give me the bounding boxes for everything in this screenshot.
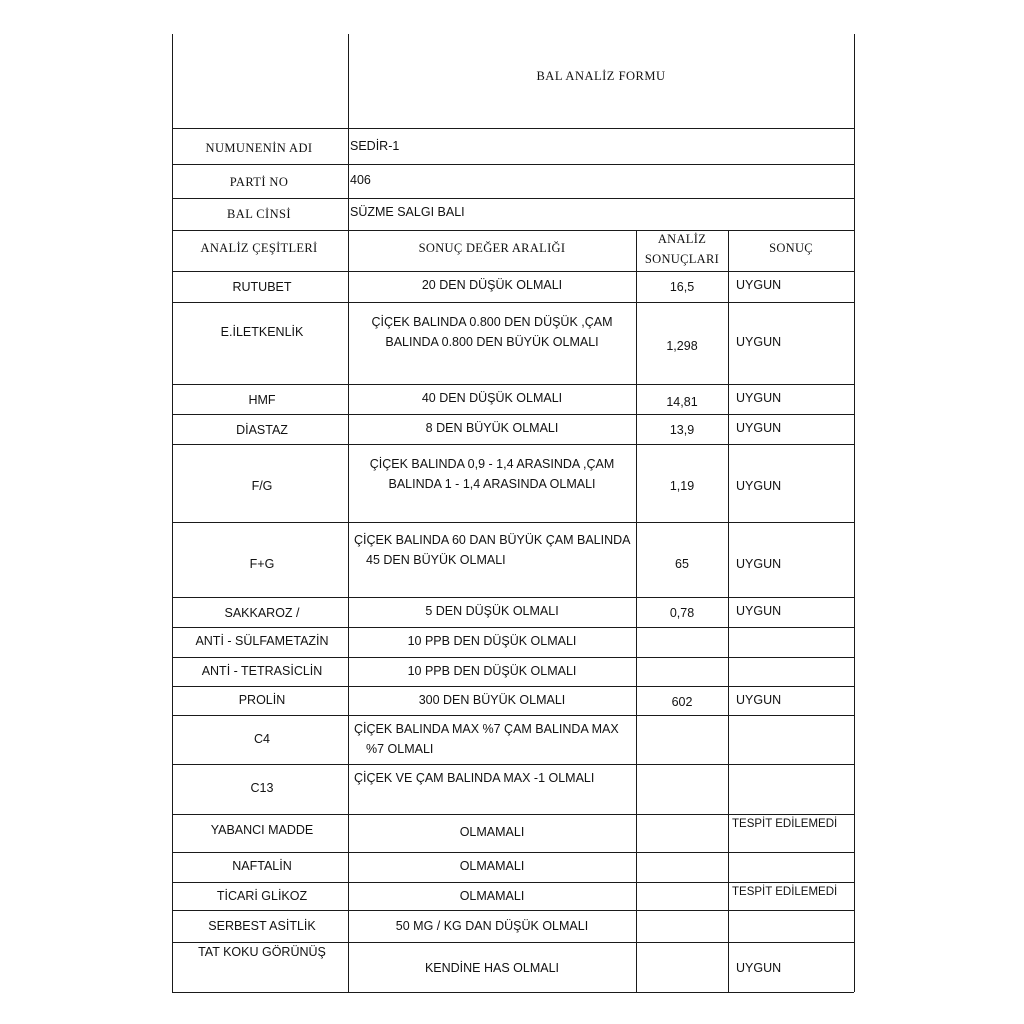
table-row-divider [172, 814, 854, 815]
analysis-result: 13,9 [669, 423, 695, 437]
range-text: 10 PPB DEN DÜŞÜK OLMALI [407, 664, 577, 678]
analysis-name: ANTİ - SÜLFAMETAZİN [195, 634, 329, 648]
table-row-divider [172, 942, 854, 943]
honey-type-value: SÜZME SALGI BALI [350, 205, 465, 219]
table-bottom-border [172, 992, 854, 993]
table-row-divider [172, 444, 854, 445]
table-column-divider [636, 230, 637, 992]
table-row-divider [172, 627, 854, 628]
header-results-line1: ANALİZ [657, 232, 707, 246]
range-text: OLMAMALI [459, 859, 525, 873]
analysis-name: YABANCI MADDE [210, 823, 314, 837]
range-text: %7 OLMALI [366, 742, 434, 756]
analysis-outcome: UYGUN [736, 391, 782, 405]
table-row-divider [172, 271, 854, 272]
range-text: 300 DEN BÜYÜK OLMALI [418, 693, 566, 707]
range-text: OLMAMALI [459, 825, 525, 839]
analysis-outcome: UYGUN [736, 421, 782, 435]
batch-no-value: 406 [350, 173, 371, 187]
table-row-divider [172, 128, 854, 129]
table-column-divider [348, 34, 349, 992]
range-text: 10 PPB DEN DÜŞÜK OLMALI [407, 634, 577, 648]
range-text: ÇİÇEK VE ÇAM BALINDA MAX -1 OLMALI [354, 771, 595, 785]
analysis-name: SAKKAROZ / [224, 606, 300, 620]
table-row-divider [172, 198, 854, 199]
analysis-name: TAT KOKU GÖRÜNÜŞ [198, 945, 326, 959]
table-left-border [172, 34, 173, 992]
range-text: 5 DEN DÜŞÜK OLMALI [425, 604, 559, 618]
analysis-name: TİCARİ GLİKOZ [216, 889, 308, 903]
table-row-divider [172, 715, 854, 716]
range-text: BALINDA 1 - 1,4 ARASINDA OLMALI [388, 477, 596, 491]
table-column-divider [728, 230, 729, 992]
analysis-name: HMF [248, 393, 276, 407]
table-right-border [854, 34, 855, 992]
analysis-name: PROLİN [238, 693, 286, 707]
analysis-outcome: UYGUN [736, 693, 782, 707]
table-row-divider [172, 302, 854, 303]
header-results-line2: SONUÇLARI [644, 252, 720, 266]
header-analysis-types: ANALİZ ÇEŞİTLERİ [200, 241, 318, 255]
table-row-divider [172, 852, 854, 853]
analysis-outcome: UYGUN [736, 278, 782, 292]
range-text: 40 DEN DÜŞÜK OLMALI [421, 391, 563, 405]
header-outcome: SONUÇ [769, 241, 813, 255]
analysis-result: 16,5 [669, 280, 695, 294]
range-text: 50 MG / KG DAN DÜŞÜK OLMALI [395, 919, 589, 933]
range-text: 8 DEN BÜYÜK OLMALI [425, 421, 559, 435]
analysis-result: 65 [675, 557, 689, 571]
analysis-result: 602 [671, 695, 693, 709]
sample-name-value: SEDİR-1 [350, 139, 400, 153]
range-text: ÇİÇEK BALINDA 60 DAN BÜYÜK ÇAM BALINDA [354, 533, 631, 547]
analysis-name: F+G [249, 557, 275, 571]
analysis-name: F/G [251, 479, 273, 493]
analysis-result: 14,81 [666, 395, 698, 409]
header-range: SONUÇ DEĞER ARALIĞI [418, 241, 566, 255]
table-row-divider [172, 230, 854, 231]
range-text: BALINDA 0.800 DEN BÜYÜK OLMALI [385, 335, 599, 349]
table-row-divider [172, 522, 854, 523]
table-row-divider [172, 164, 854, 165]
analysis-outcome: UYGUN [736, 557, 782, 571]
range-text: 45 DEN BÜYÜK OLMALI [366, 553, 506, 567]
range-text: ÇİÇEK BALINDA MAX %7 ÇAM BALINDA MAX [354, 722, 619, 736]
analysis-name: ANTİ - TETRASİCLİN [201, 664, 323, 678]
analysis-name: NAFTALİN [232, 859, 292, 873]
analysis-name: DİASTAZ [236, 423, 288, 437]
analysis-outcome: TESPİT EDİLEMEDİ [732, 818, 838, 830]
honey-type-label: BAL CİNSİ [227, 207, 291, 221]
range-text: OLMAMALI [459, 889, 525, 903]
table-row-divider [172, 910, 854, 911]
range-text: ÇİÇEK BALINDA 0.800 DEN DÜŞÜK ,ÇAM [371, 315, 613, 329]
analysis-outcome: TESPİT EDİLEMEDİ [732, 886, 838, 898]
table-row-divider [172, 657, 854, 658]
range-text: ÇİÇEK BALINDA 0,9 - 1,4 ARASINDA ,ÇAM [369, 457, 615, 471]
table-row-divider [172, 686, 854, 687]
range-text: 20 DEN DÜŞÜK OLMALI [421, 278, 563, 292]
analysis-name: C4 [254, 732, 270, 746]
analysis-name: C13 [250, 781, 274, 795]
analysis-name: RUTUBET [232, 280, 292, 294]
table-row-divider [172, 764, 854, 765]
form-title: BAL ANALİZ FORMU [536, 69, 666, 83]
analysis-outcome: UYGUN [736, 479, 782, 493]
table-row-divider [172, 882, 854, 883]
table-row-divider [172, 414, 854, 415]
table-row-divider [172, 384, 854, 385]
honey-analysis-form [172, 34, 854, 992]
batch-no-label: PARTİ NO [229, 175, 289, 189]
analysis-outcome: UYGUN [736, 604, 782, 618]
analysis-result: 1,298 [666, 339, 698, 353]
analysis-outcome: UYGUN [736, 335, 782, 349]
analysis-result: 1,19 [669, 479, 695, 493]
range-text: KENDİNE HAS OLMALI [424, 961, 560, 975]
analysis-name: SERBEST ASİTLİK [208, 919, 316, 933]
analysis-name: E.İLETKENLİK [220, 325, 304, 339]
sample-name-label: NUMUNENİN ADI [205, 141, 313, 155]
analysis-result: 0,78 [669, 606, 695, 620]
table-row-divider [172, 597, 854, 598]
analysis-outcome: UYGUN [736, 961, 782, 975]
